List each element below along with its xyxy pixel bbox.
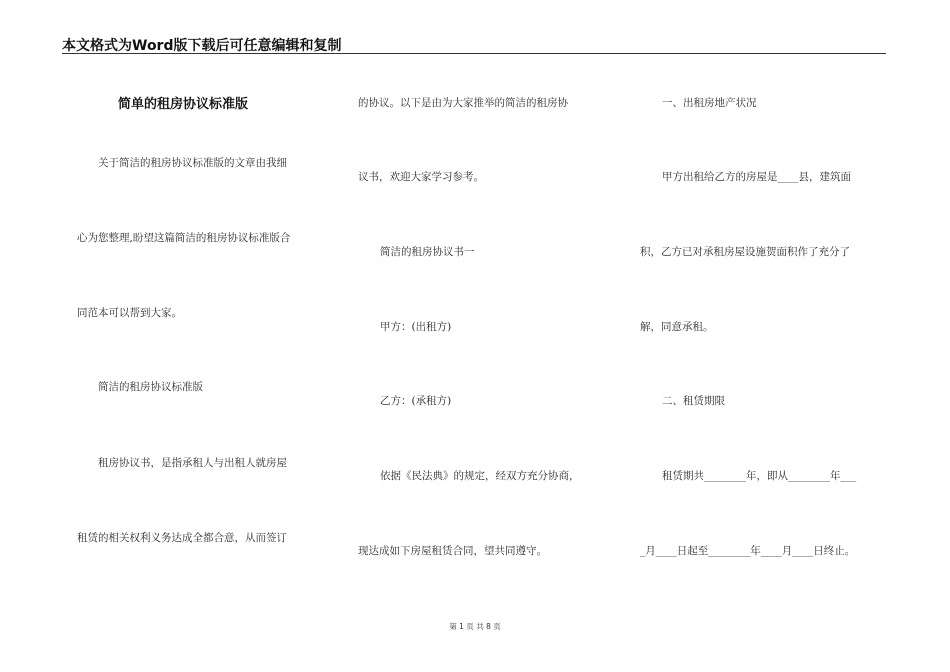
document-title: 简单的租房协议标准版: [118, 97, 249, 112]
header-divider: [62, 53, 886, 54]
paragraph-line: 甲方出租给乙方的房屋是____县，建筑面: [662, 171, 851, 183]
paragraph-line: 租赁期共________年，即从________年___: [662, 470, 857, 482]
section-heading: 简洁的租房协议标准版: [98, 381, 203, 393]
document-header: 本文格式为Word版下载后可任意编辑和复制: [62, 38, 342, 54]
paragraph-line: 租赁的相关权利义务达成全都合意，从而签订: [77, 532, 287, 544]
section-heading: 一、出租房地产状况: [662, 97, 757, 109]
paragraph-line: 同范本可以帮到大家。: [77, 307, 182, 319]
paragraph-line: 的协议。以下是由为大家推举的简洁的租房协: [358, 97, 568, 109]
page-number: 第 1 页 共 8 页: [449, 622, 501, 631]
paragraph-line: 积，乙方已对承租房屋设施贺面积作了充分了: [640, 246, 850, 258]
paragraph-line: 现达成如下房屋租赁合同，望共同遵守。: [358, 545, 547, 557]
section-heading: 简洁的租房协议书一: [380, 246, 475, 258]
paragraph-line: 解，同意承租。: [640, 321, 714, 333]
paragraph-line: _月____日起至________年____月____日终止。: [640, 545, 856, 557]
paragraph-line: 议书，欢迎大家学习参考。: [358, 171, 484, 183]
party-b-line: 乙方：(承租方): [380, 395, 452, 407]
section-heading: 二、租赁期限: [662, 395, 725, 407]
paragraph-line: 依据《民法典》的规定，经双方充分协商，: [380, 470, 580, 482]
party-a-line: 甲方：(出租方): [380, 321, 452, 333]
paragraph-line: 租房协议书，是指承租人与出租人就房屋: [98, 457, 287, 469]
paragraph-line: 关于简洁的租房协议标准版的文章由我细: [98, 157, 287, 169]
paragraph-line: 心为您整理,盼望这篇简洁的租房协议标准版合: [77, 232, 291, 244]
